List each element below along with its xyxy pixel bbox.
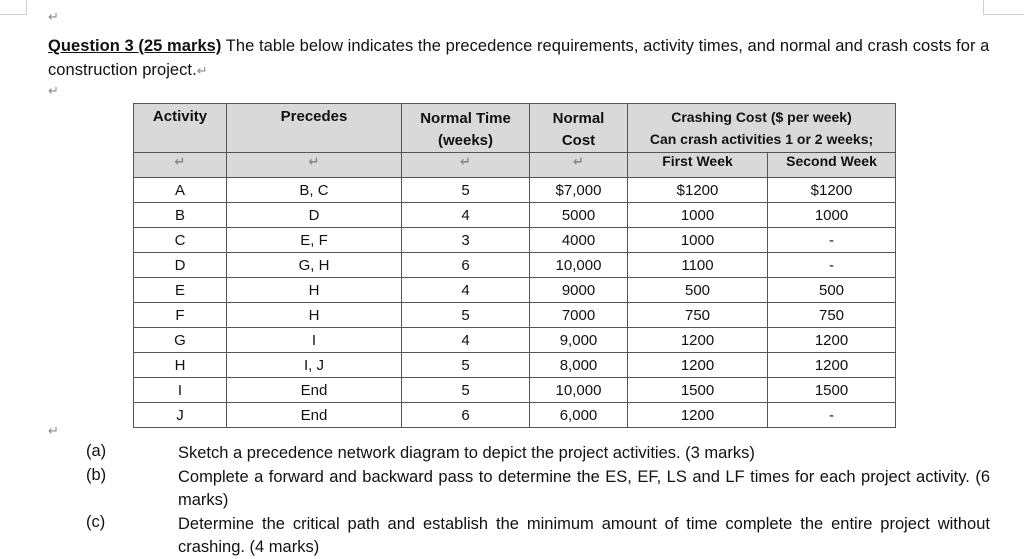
header-crashing-cost xyxy=(628,104,896,153)
paragraph-mark: ↵ xyxy=(460,154,471,169)
cell-cost: 10,000 xyxy=(530,378,628,403)
cell-precedes: End xyxy=(227,403,402,428)
cell-precedes: B, C xyxy=(227,178,402,203)
cell-first-week: $1200 xyxy=(628,178,768,203)
cell-activity: D xyxy=(134,253,227,278)
cell-time: 5 xyxy=(402,378,530,403)
cell-cost: 9,000 xyxy=(530,328,628,353)
cell-time: 4 xyxy=(402,328,530,353)
header-crash-line2: Can crash activities 1 or 2 weeks; xyxy=(649,131,874,147)
part-text-b: Complete a forward and backward pass to determine the ES, EF, LS and LF times for each project activity. (6 marks) xyxy=(178,468,990,509)
cell-precedes: D xyxy=(227,203,402,228)
cell-second-week: - xyxy=(768,403,896,428)
header-activity xyxy=(134,104,227,153)
header-normal-time-label: Normal Time (weeks) xyxy=(420,110,511,149)
header-first-week: First Week xyxy=(628,153,768,178)
cell-time: 3 xyxy=(402,228,530,253)
header-activity-label: Activity xyxy=(152,108,208,125)
table-row xyxy=(134,203,896,228)
cell-time: 4 xyxy=(402,203,530,228)
cell-cost: 6,000 xyxy=(530,403,628,428)
cell-activity: A xyxy=(134,178,227,203)
cell-precedes: End xyxy=(227,378,402,403)
part-text-a: Sketch a precedence network diagram to depict the project activities. (3 marks) xyxy=(178,444,755,462)
cell-first-week: 500 xyxy=(628,278,768,303)
cell-first-week: 1200 xyxy=(628,403,768,428)
table-row xyxy=(134,328,896,353)
question-intro xyxy=(48,34,993,83)
cell-cost: 8,000 xyxy=(530,353,628,378)
cell-cost: $7,000 xyxy=(530,178,628,203)
table-row xyxy=(134,353,896,378)
paragraph-mark: ↵ xyxy=(48,9,59,24)
cell-first-week: 1500 xyxy=(628,378,768,403)
cell-cost: 5000 xyxy=(530,203,628,228)
paragraph-mark: ↵ xyxy=(308,154,320,169)
cell-time: 5 xyxy=(402,353,530,378)
header-normal-cost-label: Normal Cost xyxy=(552,110,605,149)
cell-activity: H xyxy=(134,353,227,378)
table-row xyxy=(134,378,896,403)
cell-first-week: 1200 xyxy=(628,328,768,353)
table-row xyxy=(134,253,896,278)
cell-first-week: 750 xyxy=(628,303,768,328)
table-row xyxy=(134,403,896,428)
header-empty xyxy=(402,153,530,178)
cell-second-week: 750 xyxy=(768,303,896,328)
cell-second-week: 1500 xyxy=(768,378,896,403)
header-precedes-label: Precedes xyxy=(280,108,348,125)
table-row xyxy=(134,178,896,203)
project-table xyxy=(133,103,896,428)
page-corner-mark-left xyxy=(0,0,27,15)
cell-precedes: E, F xyxy=(227,228,402,253)
cell-first-week: 1000 xyxy=(628,228,768,253)
cell-first-week: 1000 xyxy=(628,203,768,228)
cell-activity: G xyxy=(134,328,227,353)
cell-precedes: H xyxy=(227,278,402,303)
cell-activity: C xyxy=(134,228,227,253)
cell-cost: 9000 xyxy=(530,278,628,303)
part-label-c: (c) xyxy=(86,513,106,531)
header-normal-time xyxy=(402,104,530,153)
cell-second-week: 500 xyxy=(768,278,896,303)
cell-second-week: 1200 xyxy=(768,328,896,353)
header-empty xyxy=(134,153,227,178)
part-label-b: (b) xyxy=(86,466,107,484)
cell-time: 4 xyxy=(402,278,530,303)
cell-precedes: I, J xyxy=(227,353,402,378)
table-row xyxy=(134,228,896,253)
cell-activity: F xyxy=(134,303,227,328)
header-second-week: Second Week xyxy=(768,153,896,178)
cell-time: 6 xyxy=(402,253,530,278)
header-precedes xyxy=(227,104,402,153)
cell-second-week: 1200 xyxy=(768,353,896,378)
cell-cost: 10,000 xyxy=(530,253,628,278)
cell-time: 5 xyxy=(402,178,530,203)
table-row xyxy=(134,303,896,328)
cell-first-week: 1200 xyxy=(628,353,768,378)
part-label-a: (a) xyxy=(86,442,107,460)
cell-activity: I xyxy=(134,378,227,403)
question-heading: Question 3 (25 marks) xyxy=(48,37,222,55)
cell-first-week: 1100 xyxy=(628,253,768,278)
cell-precedes: I xyxy=(227,328,402,353)
header-crash-line1: Crashing Cost ($ per week) xyxy=(671,109,852,125)
table-row xyxy=(134,278,896,303)
paragraph-mark: ↵ xyxy=(196,63,208,78)
cell-activity: J xyxy=(134,403,227,428)
paragraph-mark: ↵ xyxy=(48,423,59,438)
cell-activity: B xyxy=(134,203,227,228)
page-corner-mark-right xyxy=(983,0,1024,15)
header-normal-cost xyxy=(530,104,628,153)
cell-second-week: - xyxy=(768,228,896,253)
cell-time: 6 xyxy=(402,403,530,428)
paragraph-mark: ↵ xyxy=(573,154,584,169)
header-empty xyxy=(530,153,628,178)
cell-second-week: $1200 xyxy=(768,178,896,203)
cell-cost: 4000 xyxy=(530,228,628,253)
cell-precedes: H xyxy=(227,303,402,328)
header-empty xyxy=(227,153,402,178)
part-text-c: Determine the critical path and establish the minimum amount of time complete the entire project without crashing. (4 marks) xyxy=(178,515,990,556)
cell-time: 5 xyxy=(402,303,530,328)
paragraph-mark: ↵ xyxy=(174,154,186,169)
cell-second-week: 1000 xyxy=(768,203,896,228)
cell-precedes: G, H xyxy=(227,253,402,278)
cell-activity: E xyxy=(134,278,227,303)
question-intro-text: The table below indicates the precedence requirements, activity times, and normal and crash costs for a construction project. xyxy=(48,37,990,79)
cell-cost: 7000 xyxy=(530,303,628,328)
cell-second-week: - xyxy=(768,253,896,278)
paragraph-mark: ↵ xyxy=(48,83,59,98)
